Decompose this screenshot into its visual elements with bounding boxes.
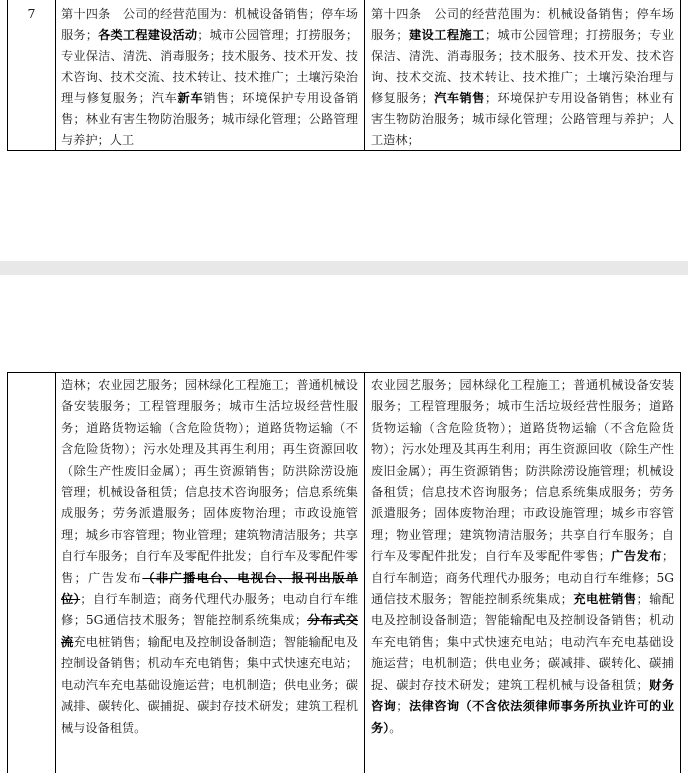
row-number-cell-continued — [7, 373, 56, 773]
text-segment: ；自行车制造；商务代理代办服务；电动自行车维修；5G通信技术服务；智能控制系统集成； — [61, 592, 359, 628]
text-segment: 农业园艺服务；园林绿化工程施工；普通机械设备安装服务；工程管理服务；城市生活垃圾经营性服务；道路货物运输（含危险货物）；道路货物运输（不含危险货物）；污水处理及其再生利用；再生资源回收（除生产性废旧金属）；再生资源销售；防洪除涝设施管理；机械设备租赁；信息技术咨询服务；信息系统集成服务；劳务派遣服务；固体废物治理；市政设施管理；城乡市容管理；物业管理；建筑物清洁服务；共享自行车服务；自行车及零配件批发；自行车及零配件零售； — [371, 378, 674, 564]
text-segment: ；城市公园管理；打捞服务；专业保洁、清洗、消毒服务；技术服务、技术开发、技术咨询、技术交流、技术转让、技术推广；土壤污染治理与修复服务；汽车 — [61, 28, 359, 105]
text-segment: ；自行车制造；商务代理代办服务；电动自行车维修；5G通信技术服务；智能控制系统集成； — [371, 549, 675, 607]
revised-text-cell — [365, 0, 681, 150]
table-fragment-lower — [7, 372, 681, 773]
page-separator — [0, 261, 688, 275]
text-segment: ；城市公园管理；打捞服务；专业保洁、清洗、消毒服务；技术服务、技术开发、技术咨询、技术交流、技术转让、技术推广；土壤污染治理与修复服务； — [371, 28, 675, 105]
bold-text-segment: 广告发布 — [610, 549, 662, 564]
text-segment: 。 — [389, 720, 402, 735]
original-text-continued — [55, 373, 364, 739]
text-segment: ；输配电及控制设备制造；智能输配电及控制设备销售；机动车充电销售；集中式快速充电站；电动汽车充电基础设施运营；电机制造；供电业务；碳减排、碳转化、碳捕捉、碳封存技术研发；建筑工程机械与设备租赁； — [371, 592, 675, 692]
text-segment: 充电桩销售；输配电及控制设备制造；智能输配电及控制设备销售；机动车充电销售；集中式快速充电站；电动汽车充电基础设施运营；电机制造；供电业务；碳减排、碳转化、碳捕捉、碳封存技术研发；建筑工程机械与设备租赁。 — [61, 634, 359, 735]
text-segment: ；环境保护专用设备销售；林业有害生物防治服务；城市绿化管理；公路管理与养护；人工造林； — [371, 91, 675, 147]
original-text-cell — [55, 0, 365, 150]
table-fragment-upper — [7, 0, 681, 151]
text-segment: 第十四条 公司的经营范围为：机械设备销售；停车场服务； — [61, 7, 358, 42]
text-segment: 第十四条 公司的经营范围为：机械设备销售；停车场服务； — [371, 7, 674, 42]
bold-text-segment: 充电桩销售 — [572, 592, 637, 607]
revised-text — [365, 0, 680, 151]
original-text-cell-continued — [55, 373, 365, 773]
bold-text-segment: 各类工程建设活动 — [97, 28, 198, 42]
bold-text-segment: 分布式交流 — [61, 613, 358, 649]
row-number-cell — [7, 0, 56, 150]
revised-text-cell-continued — [365, 373, 681, 773]
text-segment: 造林；农业园艺服务；园林绿化工程施工；普通机械设备安装服务；工程管理服务；城市生活垃圾经营性服务；道路货物运输（含危险货物）；道路货物运输（不含危险货物）；污水处理及其再生利用；再生资源回收（除生产性废旧金属）；再生资源销售；防洪除涝设施管理；机械设备租赁；信息技术咨询服务；信息系统集成服务；劳务派遣服务；固体废物治理；市政设施管理；城乡市容管理；物业管理；建筑物清洁服务；共享自行车服务；自行车及零配件批发；自行车及零配件零售；广告发布 — [61, 378, 358, 585]
bold-text-segment: 新车 — [177, 91, 204, 105]
bold-text-segment: （非广播电台、电视台、报刊出版单位） — [61, 570, 358, 607]
text-segment: 销售；环境保护专用设备销售；林业有害生物防治服务；城市绿化管理；公路管理与养护；人工 — [61, 91, 359, 147]
revised-text-continued — [365, 373, 680, 739]
bold-text-segment: 汽车销售 — [433, 91, 485, 105]
bold-text-segment: 财务咨询 — [371, 677, 675, 714]
bold-text-segment: 建设工程施工 — [408, 28, 485, 42]
text-segment: ； — [396, 699, 409, 714]
bold-text-segment: 法律咨询（不含依法须律师事务所执业许可的业务） — [371, 699, 675, 735]
original-text — [55, 0, 364, 151]
row-number: 7 — [27, 6, 36, 21]
